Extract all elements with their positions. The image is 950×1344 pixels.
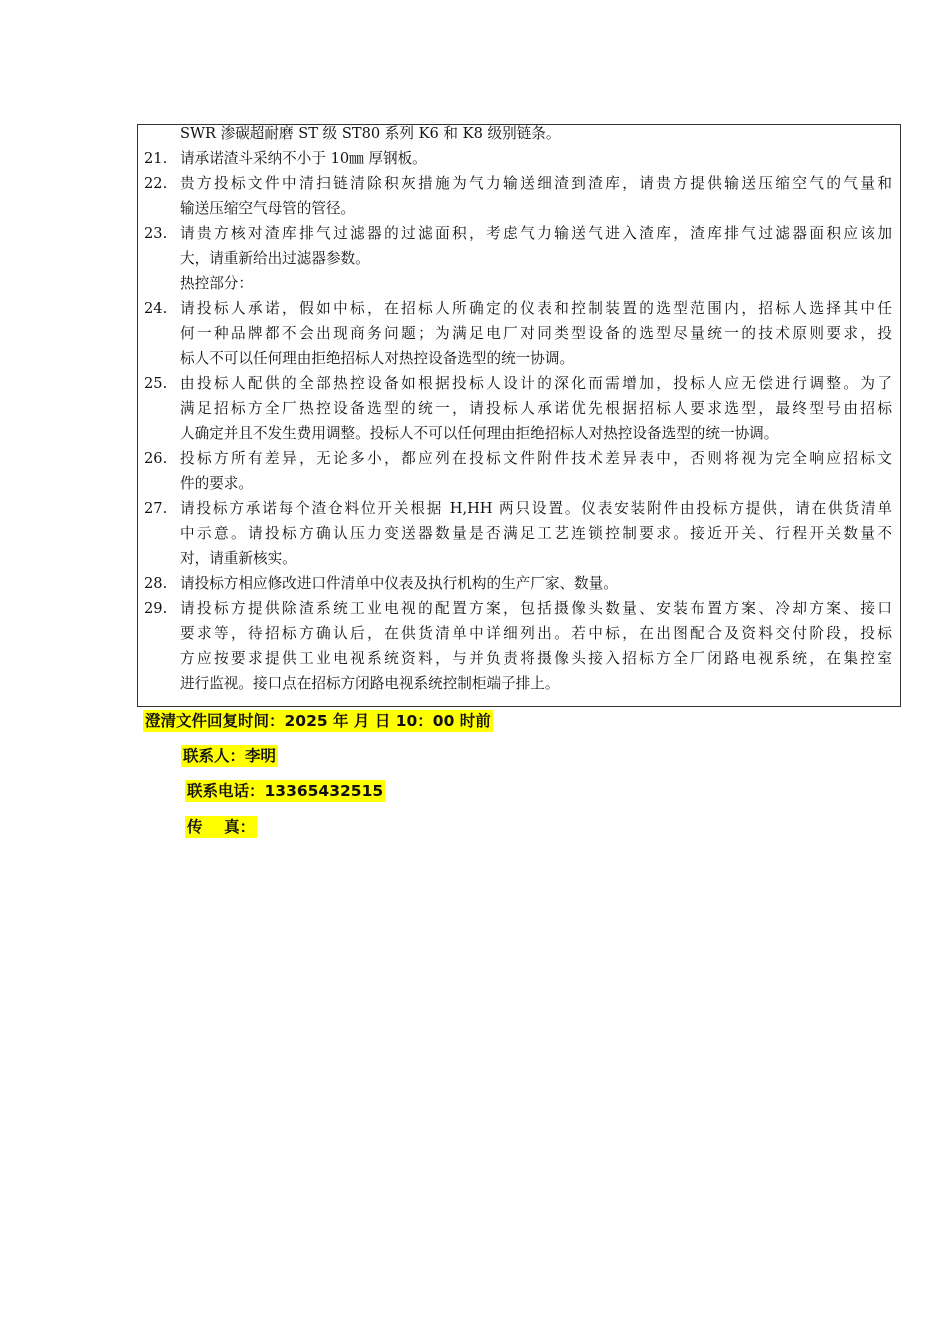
item-text: SWR 渗碳超耐磨 ST 级 ST80 系列 K6 和 K8 级别链条。 <box>180 125 561 142</box>
list-item-line <box>138 473 900 495</box>
item-number: 23. <box>144 225 168 242</box>
item-text: 贵方投标文件中清扫链清除积灰措施为气力输送细渣到渣库，请贵方提供输送压缩空气的气量和 <box>180 175 892 192</box>
list-item-line <box>138 648 900 670</box>
list-item-line <box>138 298 900 320</box>
reply-time-text: 澄清文件回复时间：2025 年 月 日 10：00 时前 <box>145 712 491 730</box>
list-item-line <box>138 148 900 170</box>
list-item-line <box>138 598 900 620</box>
list-item-line <box>138 498 900 520</box>
item-text: 中示意。请投标方确认压力变送器数量是否满足工艺连锁控制要求。接近开关、行程开关数量不 <box>180 525 892 542</box>
item-text: 件的要求。 <box>180 475 253 492</box>
item-number: 27. <box>144 500 168 517</box>
item-text: 大，请重新给出过滤器参数。 <box>180 250 370 267</box>
item-text: 标人不可以任何理由拒绝招标人对热控设备选型的统一协调。 <box>180 350 575 367</box>
item-text: 请投标方承诺每个渣仓料位开关根据 H,HH 两只设置。仪表安装附件由投标方提供，请在供货清单 <box>180 500 892 517</box>
list-item-line <box>138 398 900 420</box>
list-item-line <box>138 198 900 220</box>
item-number: 22. <box>144 175 168 192</box>
item-number: 21. <box>144 150 168 167</box>
item-text: 投标方所有差异，无论多小，都应列在投标文件附件技术差异表中，否则将视为完全响应招标文 <box>180 450 892 467</box>
list-item-line <box>138 223 900 245</box>
list-item-line <box>138 423 900 445</box>
list-item-line <box>138 273 900 295</box>
item-text: 请承诺渣斗采纳不小于 10㎜ 厚钢板。 <box>180 150 427 167</box>
contact-phone-text: 联系电话：13365432515 <box>187 782 384 800</box>
list-item-line <box>138 373 900 395</box>
clarification-table-cell <box>137 124 901 707</box>
item-number: 28. <box>144 575 168 592</box>
item-text: 人确定并且不发生费用调整。投标人不可以任何理由拒绝招标人对热控设备选型的统一协调。 <box>180 425 779 442</box>
item-text: 由投标人配供的全部热控设备如根据投标人设计的深化而需增加，投标人应无偿进行调整。为了 <box>180 375 892 392</box>
item-text: 热控部分： <box>180 275 253 292</box>
item-text: 请投标人承诺，假如中标，在招标人所确定的仪表和控制装置的选型范围内，招标人选择其中任 <box>180 300 892 317</box>
fax-text: 传 真： <box>187 818 256 836</box>
item-text: 满足招标方全厂热控设备选型的统一，请投标人承诺优先根据招标人要求选型，最终型号由招标 <box>180 400 892 417</box>
list-item-line <box>138 173 900 195</box>
list-item-line <box>138 623 900 645</box>
list-item-line <box>138 248 900 270</box>
item-number: 24. <box>144 300 168 317</box>
item-text: 对，请重新核实。 <box>180 550 297 567</box>
list-item-line <box>138 448 900 470</box>
list-item-line <box>138 523 900 545</box>
list-item-line <box>138 348 900 370</box>
list-item-line <box>138 673 900 695</box>
item-text: 请投标方相应修改进口件清单中仪表及执行机构的生产厂家、数量。 <box>180 575 618 592</box>
item-text: 请投标方提供除渣系统工业电视的配置方案，包括摄像头数量、安装布置方案、冷却方案、接口 <box>180 600 892 617</box>
item-text: 进行监视。接口点在招标方闭路电视系统控制柜端子排上。 <box>180 675 560 692</box>
item-text: 方应按要求提供工业电视系统资料，与并负责将摄像头接入招标方全厂闭路电视系统，在集控室 <box>180 650 892 667</box>
item-number: 29. <box>144 600 168 617</box>
contact-person-text: 联系人：李明 <box>183 747 277 765</box>
list-item-line <box>138 123 900 145</box>
item-text: 输送压缩空气母管的管径。 <box>180 200 356 217</box>
item-text: 何一种品牌都不会出现商务问题；为满足电厂对同类型设备的选型尽量统一的技术原则要求，投 <box>180 325 892 342</box>
item-number: 25. <box>144 375 168 392</box>
item-text: 请贵方核对渣库排气过滤器的过滤面积，考虑气力输送气进入渣库，渣库排气过滤器面积应该加 <box>180 225 892 242</box>
item-number: 26. <box>144 450 168 467</box>
list-item-line <box>138 323 900 345</box>
list-item-line <box>138 573 900 595</box>
item-text: 要求等，待招标方确认后，在供货清单中详细列出。若中标，在出图配合及资料交付阶段，投标 <box>180 625 892 642</box>
list-item-line <box>138 548 900 570</box>
